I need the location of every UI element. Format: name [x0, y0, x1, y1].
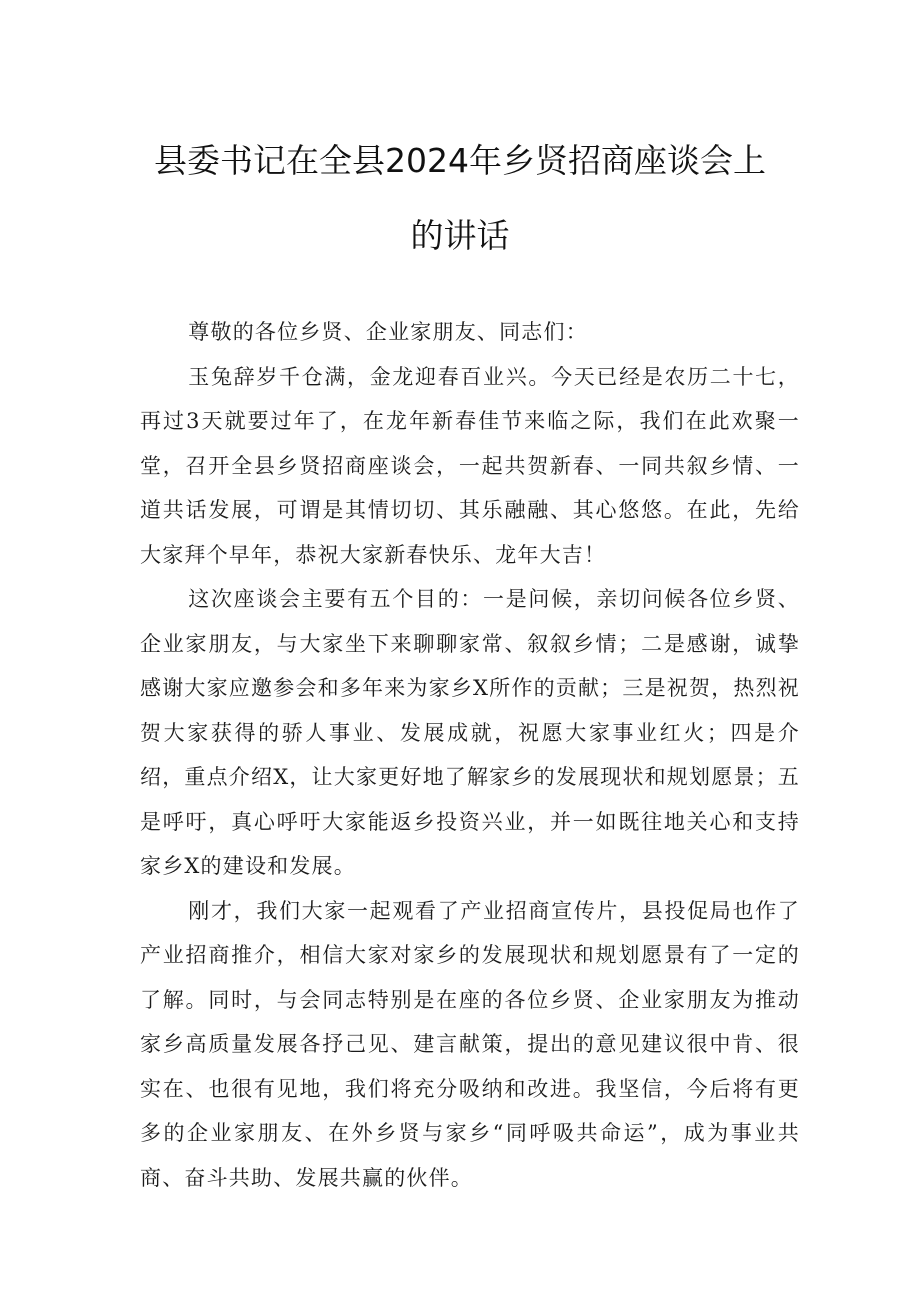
document-title-line-2: 的讲话	[410, 216, 510, 255]
paragraph-1: 玉兔辞岁千仓满，金龙迎春百业兴。今天已经是农历二十七，再过3天就要过年了，在龙年新春佳节来临之际，我们在此欢聚一堂，召开全县乡贤招商座谈会，一起共贺新春、一同共叙乡情、一道共话发展，可谓是其情切切、其乐融融、其心悠悠。在此，先给大家拜个早年，恭祝大家新春快乐、龙年大吉！	[140, 364, 800, 567]
document-title-line-1: 县委书记在全县2024年乡贤招商座谈会上	[154, 141, 766, 180]
paragraph-2: 这次座谈会主要有五个目的：一是问候，亲切问候各位乡贤、企业家朋友，与大家坐下来聊聊家常、叙叙乡情；二是感谢，诚挚感谢大家应邀参会和多年来为家乡X所作的贡献；三是祝贺，热烈祝贺大家获得的骄人事业、发展成就，祝愿大家事业红火；四是介绍，重点介绍X，让大家更好地了解家乡的发展现状和规划愿景；五是呼吁，真心呼吁大家能返乡投资兴业，并一如既往地关心和支持家乡X的建设和发展。	[140, 587, 800, 878]
document-body	[140, 310, 800, 1200]
paragraph-3: 刚才，我们大家一起观看了产业招商宣传片，县投促局也作了产业招商推介，相信大家对家乡的发展现状和规划愿景有了一定的了解。同时，与会同志特别是在座的各位乡贤、企业家朋友为推动家乡高质量发展各抒己见、建言献策，提出的意见建议很中肯、很实在、也很有见地，我们将充分吸纳和改进。我坚信，今后将有更多的企业家朋友、在外乡贤与家乡“同呼吸共命运”，成为事业共商、奋斗共助、发展共赢的伙伴。	[140, 898, 800, 1190]
salutation: 尊敬的各位乡贤、企业家朋友、同志们：	[188, 320, 588, 344]
